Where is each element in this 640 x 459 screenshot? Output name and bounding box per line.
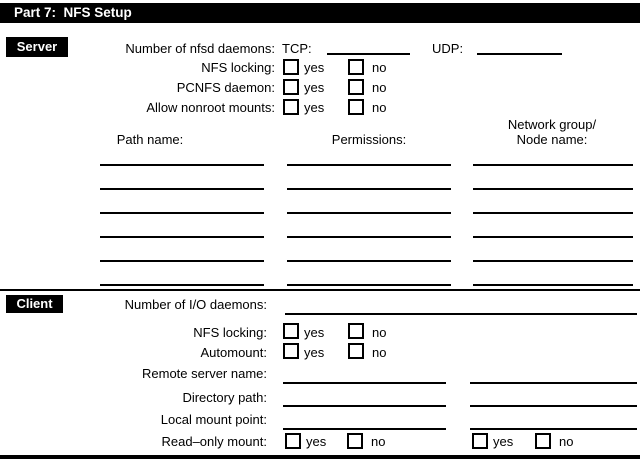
io-daemons-label: Number of I/O daemons: <box>124 297 267 312</box>
client-nfs-locking-no-checkbox[interactable] <box>348 323 364 339</box>
io-daemons-input-line[interactable] <box>285 313 637 315</box>
remote-server-name-label: Remote server name: <box>142 366 267 381</box>
server-nfs-locking-no-checkbox[interactable] <box>348 59 364 75</box>
remote-server-name-input-line[interactable] <box>283 382 446 384</box>
read-only-no-checkbox-2[interactable] <box>535 433 551 449</box>
allow-nonroot-no-checkbox[interactable] <box>348 99 364 115</box>
yes-label: yes <box>493 434 514 449</box>
automount-label: Automount: <box>200 345 267 360</box>
directory-path-input-line[interactable] <box>283 405 446 407</box>
read-only-yes-checkbox[interactable] <box>285 433 301 449</box>
local-mount-point-input-line[interactable] <box>283 428 446 430</box>
pcnfs-daemon-yes-checkbox[interactable] <box>283 79 299 95</box>
read-only-no-checkbox[interactable] <box>347 433 363 449</box>
automount-no-checkbox[interactable] <box>348 343 364 359</box>
read-only-yes-checkbox-2[interactable] <box>472 433 488 449</box>
bottom-rule <box>0 455 640 459</box>
path-name-column-header: Path name: <box>116 132 184 147</box>
read-only-mount-label: Read–only mount: <box>161 434 267 449</box>
pcnfs-daemon-label: PCNFS daemon: <box>176 80 275 95</box>
network-group-input-line[interactable] <box>473 236 633 238</box>
no-label: no <box>559 434 574 449</box>
yes-label: yes <box>304 345 325 360</box>
path-name-input-line[interactable] <box>100 212 264 214</box>
network-group-input-line[interactable] <box>473 284 633 286</box>
client-nfs-locking-label: NFS locking: <box>193 325 267 340</box>
server-nfs-locking-yes-checkbox[interactable] <box>283 59 299 75</box>
network-group-column-header <box>472 117 632 147</box>
pcnfs-daemon-no-checkbox[interactable] <box>348 79 364 95</box>
network-group-header-line1: Network group/ <box>507 117 597 132</box>
path-name-input-line[interactable] <box>100 284 264 286</box>
tcp-input-line[interactable] <box>327 53 410 55</box>
permissions-input-line[interactable] <box>287 164 451 166</box>
yes-label: yes <box>304 325 325 340</box>
network-group-input-line[interactable] <box>473 212 633 214</box>
yes-label: yes <box>304 60 325 75</box>
path-name-input-line[interactable] <box>100 188 264 190</box>
server-nfs-locking-label: NFS locking: <box>201 60 275 75</box>
client-nfs-locking-yes-checkbox[interactable] <box>283 323 299 339</box>
network-group-input-line[interactable] <box>473 164 633 166</box>
no-label: no <box>372 60 387 75</box>
automount-yes-checkbox[interactable] <box>283 343 299 359</box>
yes-label: yes <box>304 80 325 95</box>
section-divider <box>0 289 640 291</box>
client-section-label: Client <box>6 295 63 313</box>
yes-label: yes <box>304 100 325 115</box>
path-name-input-line[interactable] <box>100 236 264 238</box>
directory-path-input-line-2[interactable] <box>470 405 637 407</box>
local-mount-point-label: Local mount point: <box>160 412 267 427</box>
permissions-column-header: Permissions: <box>331 132 407 147</box>
nfsd-daemons-label: Number of nfsd daemons: <box>125 41 275 56</box>
page-title: Part 7: NFS Setup <box>14 5 132 20</box>
network-group-input-line[interactable] <box>473 260 633 262</box>
server-section-label: Server <box>6 37 68 57</box>
remote-server-name-input-line-2[interactable] <box>470 382 637 384</box>
no-label: no <box>372 100 387 115</box>
no-label: no <box>371 434 386 449</box>
udp-label: UDP: <box>432 41 464 56</box>
permissions-input-line[interactable] <box>287 212 451 214</box>
permissions-input-line[interactable] <box>287 188 451 190</box>
permissions-input-line[interactable] <box>287 284 451 286</box>
yes-label: yes <box>306 434 327 449</box>
udp-input-line[interactable] <box>477 53 562 55</box>
permissions-input-line[interactable] <box>287 260 451 262</box>
allow-nonroot-mounts-label: Allow nonroot mounts: <box>146 100 275 115</box>
network-group-input-line[interactable] <box>473 188 633 190</box>
no-label: no <box>372 80 387 95</box>
node-name-header-line2: Node name: <box>516 132 588 147</box>
permissions-input-line[interactable] <box>287 236 451 238</box>
page-title-bar <box>0 3 640 23</box>
no-label: no <box>372 345 387 360</box>
directory-path-label: Directory path: <box>182 390 267 405</box>
path-name-input-line[interactable] <box>100 164 264 166</box>
tcp-label: TCP: <box>282 41 312 56</box>
path-name-input-line[interactable] <box>100 260 264 262</box>
allow-nonroot-yes-checkbox[interactable] <box>283 99 299 115</box>
no-label: no <box>372 325 387 340</box>
local-mount-point-input-line-2[interactable] <box>470 428 637 430</box>
